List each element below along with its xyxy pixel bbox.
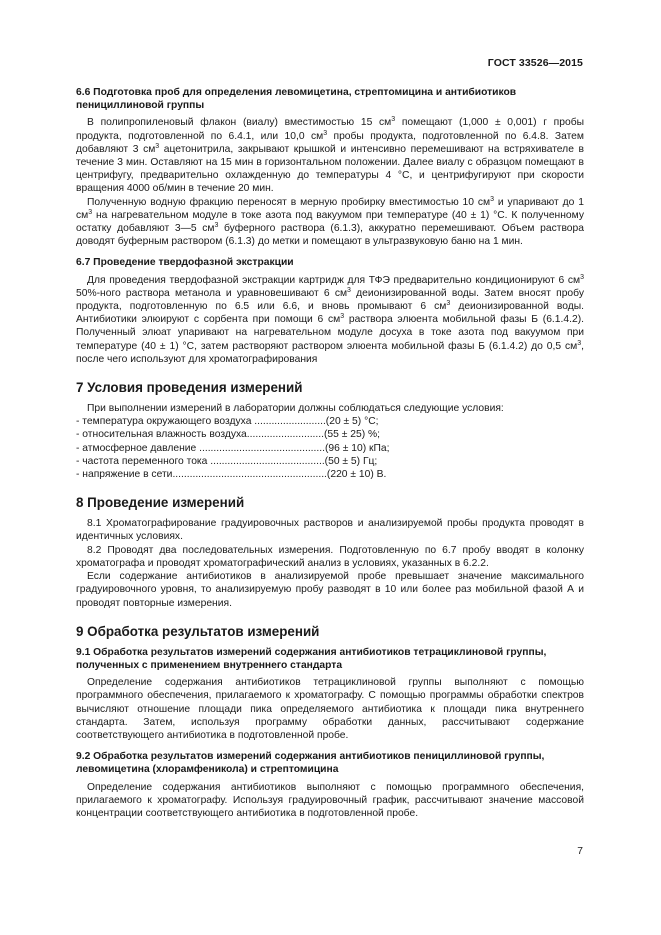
condition-item: - температура окружающего воздуха .........................(20 ± 5) °С; [76, 416, 379, 428]
paragraph-9-2: Определение содержания антибиотиков выполняют с помощью программного обеспечения, прилагаемого к хроматографу. Используя градуировочный график, рассчитывают значение массовой концентрации соответствующего антибиотика в подготовленной пробе. [76, 781, 584, 819]
condition-item: - атмосферное давление ............................................(96 ± 10) кПа; [76, 442, 390, 454]
paragraph-9-1: Определение содержания антибиотиков тетрациклиновой группы выполняют с помощью программного обеспечения, прилагаемого к хроматографу. С помощью программы обработки спектров вычисляют отношение площади пика определяемого антибиотика к площади пика внутреннего стандарта. Затем, используя программу обработки данных, рассчитывают содержание соответствующего антибиотика в подготовленной пробе. [76, 677, 584, 741]
section-title-7: 7 Условия проведения измерений [76, 380, 303, 396]
subsection-title-9-2: 9.2 Обработка результатов измерений содержания антибиотиков пенициллиновой группы, левомицетина (хлорамфеникола) и стрептомицина [76, 751, 545, 776]
paragraph-7-intro: При выполнении измерений в лаборатории должны соблюдаться следующие условия: [87, 403, 504, 415]
subsection-title-6-7: 6.7 Проведение твердофазной экстракции [76, 257, 294, 269]
paragraph-8-3: Если содержание антибиотиков в анализируемой пробе превышает значение максимального градуировочного уровня, то анализируемую пробу разводят в 10 или более раз мобильной фазой А и проводят повторные измерения. [76, 571, 584, 609]
paragraph-6-7-1: Для проведения твердофазной экстракции картридж для ТФЭ предварительно кондиционируют 6 $см^3$ 50%-ного раствора метанола и уравновешивают 6 $см^3$ деионизированной воды. Затем вносят пробу продукта, подготовленную по 6.5 или 6.6, и вновь промывают 6 $см^3$ деионизированной воды. Антибиотики элюируют с сорбента при помощи 6 $см^3$ раствора элюента мобильной фазы Б (6.1.4.2). Полученный элюат упаривают на нагревательном модуле досуха в токе азота под вакуумом при температуре (40 ± 1) °С, затем растворяют раствором элюента мобильной фазы Б (6.1.4.2) до 0,5 $см^3$, после чего используют для хроматографирования [76, 273, 584, 365]
section-7 [76, 380, 584, 481]
subsection-title-9-1: 9.1 Обработка результатов измерений содержания антибиотиков тетрациклиновой группы, полученных с применением внутреннего стандарта [76, 646, 547, 671]
section-title-9: 9 Обработка результатов измерений [76, 623, 320, 639]
section-6-7 [76, 256, 584, 366]
paragraph-8-1: 8.1 Хроматографирование градуировочных растворов и анализируемой пробы продукта проводят в идентичных условиях. [76, 518, 584, 543]
section-title-8: 8 Проведение измерений [76, 495, 245, 511]
condition-item: - частота переменного тока ........................................(50 ± 5) Гц; [76, 455, 378, 467]
section-8 [76, 495, 584, 609]
condition-item: - напряжение в сети......................................................(220 ± 10) В. [76, 469, 387, 481]
document-code-header: ГОСТ 33526—2015 [487, 57, 583, 69]
paragraph-6-6-2: Полученную водную фракцию переносят в мерную пробирку вместимостью 10 $см^3$ и упаривают до 1 $см^3$ на нагревательном модуле в токе азота под вакуумом при температуре (40 ± 1) °С. К полученному остатку добавляют 3—5 $см^3$ буферного раствора (6.1.3), аккуратно перемешивают. Объем раствора доводят буферным раствором (6.1.3) до метки и помещают в ультразвуковую баню на 1 мин. [76, 195, 584, 248]
page-number: 7 [577, 846, 583, 857]
paragraph-8-2: 8.2 Проводят два последовательных измерения. Подготовленную по 6.7 пробу вводят в колонку хроматографа и проводят хроматографический анализ в условиях, указанных в 6.2.2. [76, 544, 584, 569]
condition-item: - относительная влажность воздуха...........................(55 ± 25) %; [76, 429, 381, 441]
section-6-6 [76, 86, 584, 248]
paragraph-6-6-1: В полипропиленовый флакон (виалу) вместимостью 15 $см^3$ помещают (1,000 ± 0,001) г пробы продукта, подготовленной по 6.4.1, или 10,0 $см^3$ пробы продукта, подготовленной по 6.4.8. Затем добавляют 3 $см^3$ ацетонитрила, закрывают крышкой и интенсивно перемешивают на встряхивателе в течение 3 мин. Оставляют на 15 мин в горизонтальном положении. Далее виалу с образцом помещают в центрифугу, предварительно охлажденную до температуры 4 °С, и центрифугируют при скорости вращения 4000 об/мин в течение 20 мин. [76, 116, 584, 195]
subsection-title-6-6: 6.6 Подготовка проб для определения левомицетина, стрептомицина и антибиотиков пенициллиновой группы [76, 87, 517, 112]
page-content [76, 86, 584, 820]
section-9 [76, 624, 584, 820]
